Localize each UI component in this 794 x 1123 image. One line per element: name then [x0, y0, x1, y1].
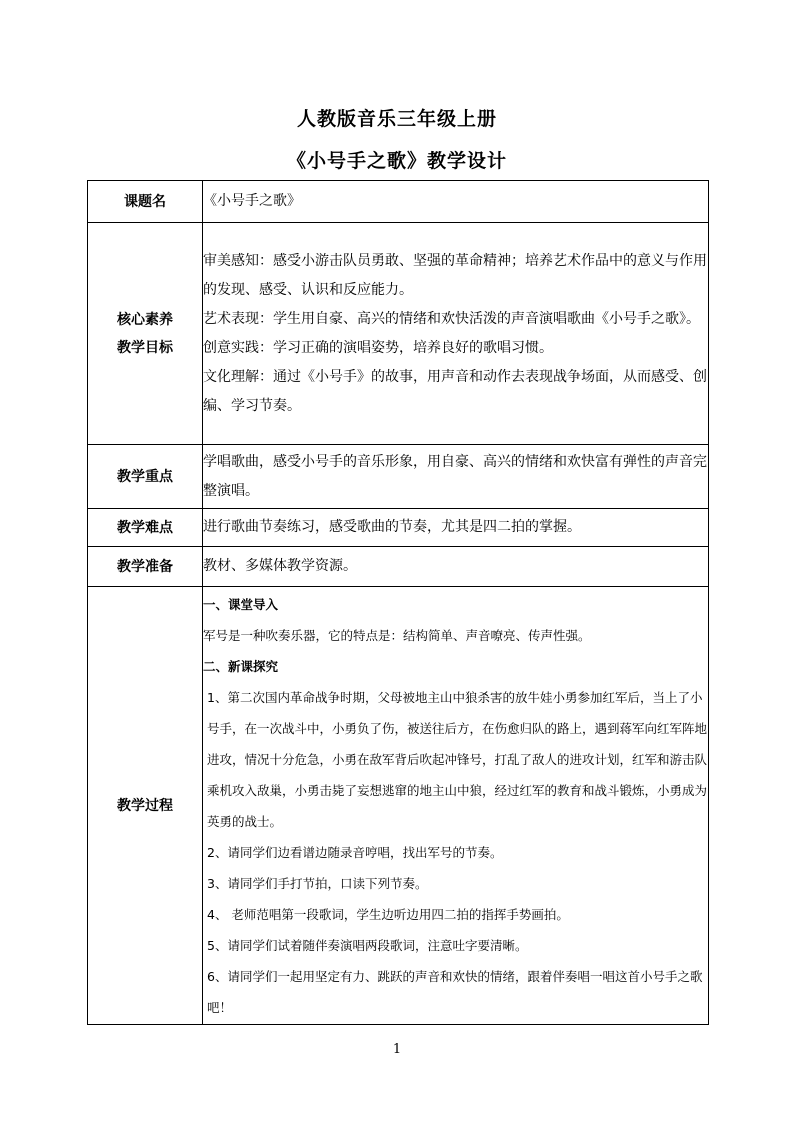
process-step: 5、请同学们试着随伴奏演唱两段歌词，注意吐字要清晰。	[207, 937, 528, 953]
key-points-value: 学唱歌曲，感受小号手的音乐形象，用自豪、高兴的情绪和欢快富有弹性的声音完整演唱。	[203, 445, 709, 509]
process-step: 2、请同学们边看谱边随录音哼唱，找出军号的节奏。	[207, 844, 503, 860]
lesson-plan-table	[87, 180, 709, 1025]
table-row-goals	[88, 223, 709, 445]
topic-label: 课题名	[88, 181, 203, 223]
process-step: 6、请同学们一起用坚定有力、跳跃的声音和欢快的情绪，跟着伴奏唱一唱这首小号手之歌吧！	[207, 968, 703, 1015]
difficulties-value: 进行歌曲节奏练习，感受歌曲的节奏，尤其是四二拍的掌握。	[203, 509, 709, 547]
preparation-value: 教材、多媒体教学资源。	[203, 547, 709, 587]
page-number: 1	[392, 1042, 402, 1057]
table-row-topic	[88, 181, 709, 223]
goal-expression: 艺术表现：学生用自豪、高兴的情绪和欢快活泼的声音演唱歌曲《小号手之歌》。	[203, 310, 700, 327]
difficulties-label: 教学难点	[88, 509, 203, 547]
goals-content	[203, 223, 709, 445]
goal-creative: 创意实践：学习正确的演唱姿势，培养良好的歌唱习惯。	[203, 339, 553, 356]
process-step: 4、 老师范唱第一段歌词，学生边听边用四二拍的指挥手势画拍。	[207, 906, 569, 922]
table-row-difficulties	[88, 509, 709, 547]
goals-label: 核心素养 教学目标	[88, 223, 203, 445]
process-content	[203, 587, 709, 1025]
process-step: 1、第二次国内革命战争时期，父母被地主山中狼杀害的放牛娃小勇参加红军后，当上了小号手，在一次战斗中，小勇负了伤，被送往后方，在伤愈归队的路上，遇到蒋军向红军阵地进攻，情况十分危急，小勇在敌军背后吹起冲锋号，打乱了敌人的进攻计划，红军和游击队乘机攻入敌巢，小勇击毙了妄想逃窜的地主山中狼，经过红军的教育和战斗锻炼，小勇成为英勇的战士。	[207, 689, 708, 829]
goal-aesthetic: 审美感知：感受小游击队员勇敢、坚强的革命精神；培养艺术作品中的意义与作用的发现、感受、认识和反应能力。	[203, 252, 707, 298]
intro-text: 军号是一种吹奏乐器，它的特点是：结构简单、声音嘹亮、传声性强。	[203, 627, 591, 643]
topic-value: 《小号手之歌》	[203, 181, 709, 223]
process-label: 教学过程	[88, 587, 203, 1025]
table-row-key-points	[88, 445, 709, 509]
table-row-preparation	[88, 547, 709, 587]
document-title: 人教版音乐三年级上册	[296, 108, 497, 130]
goal-culture: 文化理解：通过《小号手》的故事，用声音和动作去表现战争场面，从而感受、创编、学习节奏。	[203, 368, 707, 414]
section-heading-intro: 一、课堂导入	[203, 596, 279, 612]
key-points-label: 教学重点	[88, 445, 203, 509]
preparation-label: 教学准备	[88, 547, 203, 587]
section-heading-explore: 二、新课探究	[203, 658, 279, 674]
table-row-process	[88, 587, 709, 1025]
document-subtitle: 《小号手之歌》教学设计	[286, 150, 507, 172]
process-step: 3、请同学们手打节拍，口读下列节奏。	[207, 875, 428, 891]
